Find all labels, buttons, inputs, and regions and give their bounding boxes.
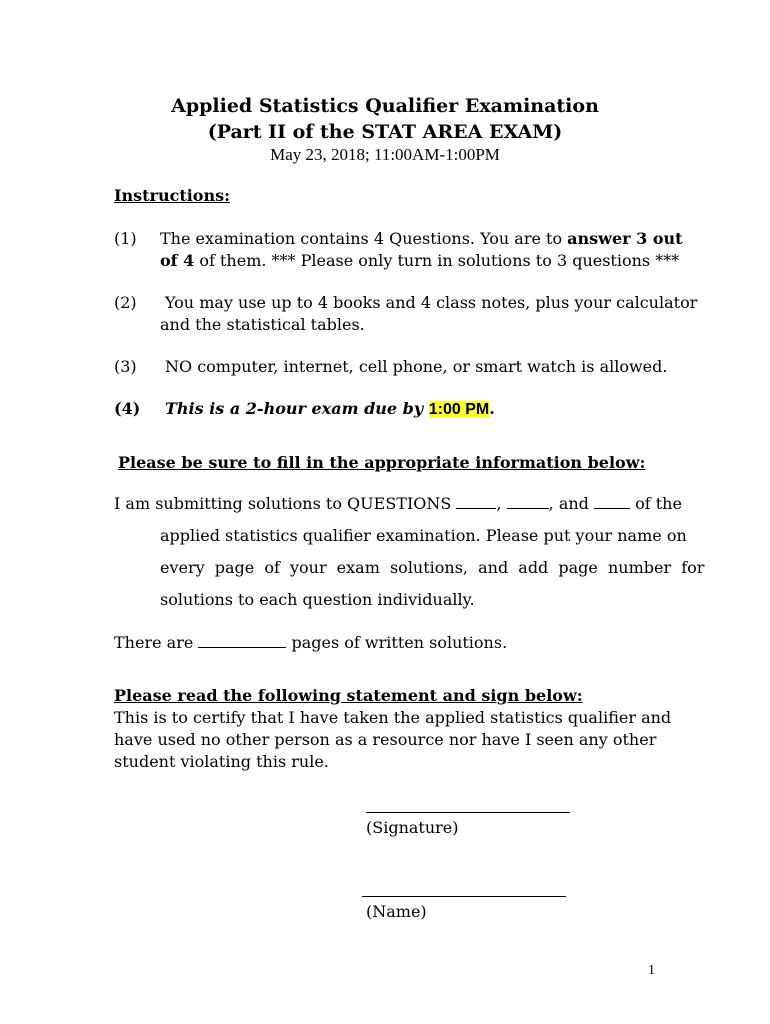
fill-in-line-1 <box>114 494 682 513</box>
highlighted-time: 1:00 PM <box>428 401 490 418</box>
name-label: (Name) <box>366 902 427 921</box>
instructions-heading: Instructions: <box>114 186 231 205</box>
page-number: 1 <box>648 963 655 978</box>
fill-in-line-3: every page of your exam solutions, and add page number for <box>160 558 705 577</box>
instruction-item-2-line2: and the statistical tables. <box>160 315 365 334</box>
pages-line <box>114 633 507 652</box>
signature-label: (Signature) <box>366 818 459 837</box>
statement-line: have used no other person as a resource nor have I seen any other <box>114 730 657 749</box>
instruction-item-3-line1: NO computer, internet, cell phone, or smart watch is allowed. <box>165 357 668 376</box>
item-text: . <box>489 399 495 418</box>
separator: , and <box>548 494 589 513</box>
pages-text: pages of written solutions. <box>291 633 508 652</box>
statement-line: This is to certify that I have taken the applied statistics qualifier and <box>114 708 672 727</box>
instruction-item-2-line1: You may use up to 4 books and 4 class notes, plus your calculator <box>165 293 698 312</box>
item-number: (4) <box>114 399 141 418</box>
pages-blank[interactable] <box>198 633 286 648</box>
exam-title: Applied Statistics Qualifier Examination <box>171 95 599 117</box>
instruction-item-4-line1 <box>165 399 495 419</box>
fill-in-line-2: applied statistics qualifier examination. Please put your name on <box>160 526 687 545</box>
question-blank-1[interactable] <box>456 494 496 509</box>
fill-in-text: of the <box>635 494 682 513</box>
exam-date: May 23, 2018; 11:00AM-1:00PM <box>270 145 500 164</box>
question-blank-2[interactable] <box>507 494 549 509</box>
statement-heading: Please read the following statement and sign below: <box>114 686 583 705</box>
item-bold-text: of 4 <box>160 251 195 270</box>
question-blank-3[interactable] <box>594 494 630 509</box>
item-italic-text: This is a 2-hour exam due by <box>165 399 429 418</box>
fill-in-line-4: solutions to each question individually. <box>160 590 475 609</box>
instruction-item-1-line1 <box>160 229 683 248</box>
item-bold-text: answer 3 out <box>567 229 683 248</box>
separator: , <box>496 494 502 513</box>
item-number: (2) <box>114 293 137 312</box>
item-text: The examination contains 4 Questions. You are to <box>160 229 568 248</box>
item-number: (1) <box>114 229 137 248</box>
item-text: of them. *** Please only turn in solutions to 3 questions *** <box>194 251 680 270</box>
item-number: (3) <box>114 357 137 376</box>
fill-in-text: I am submitting solutions to QUESTIONS <box>114 494 452 513</box>
exam-subtitle: (Part II of the STAT AREA EXAM) <box>207 121 563 143</box>
instruction-item-1-line2 <box>160 251 679 270</box>
statement-line: student violating this rule. <box>114 752 329 771</box>
name-line[interactable] <box>362 896 566 897</box>
signature-line[interactable] <box>366 812 570 813</box>
pages-text: There are <box>114 633 194 652</box>
fill-in-heading: Please be sure to fill in the appropriate information below: <box>118 453 646 472</box>
